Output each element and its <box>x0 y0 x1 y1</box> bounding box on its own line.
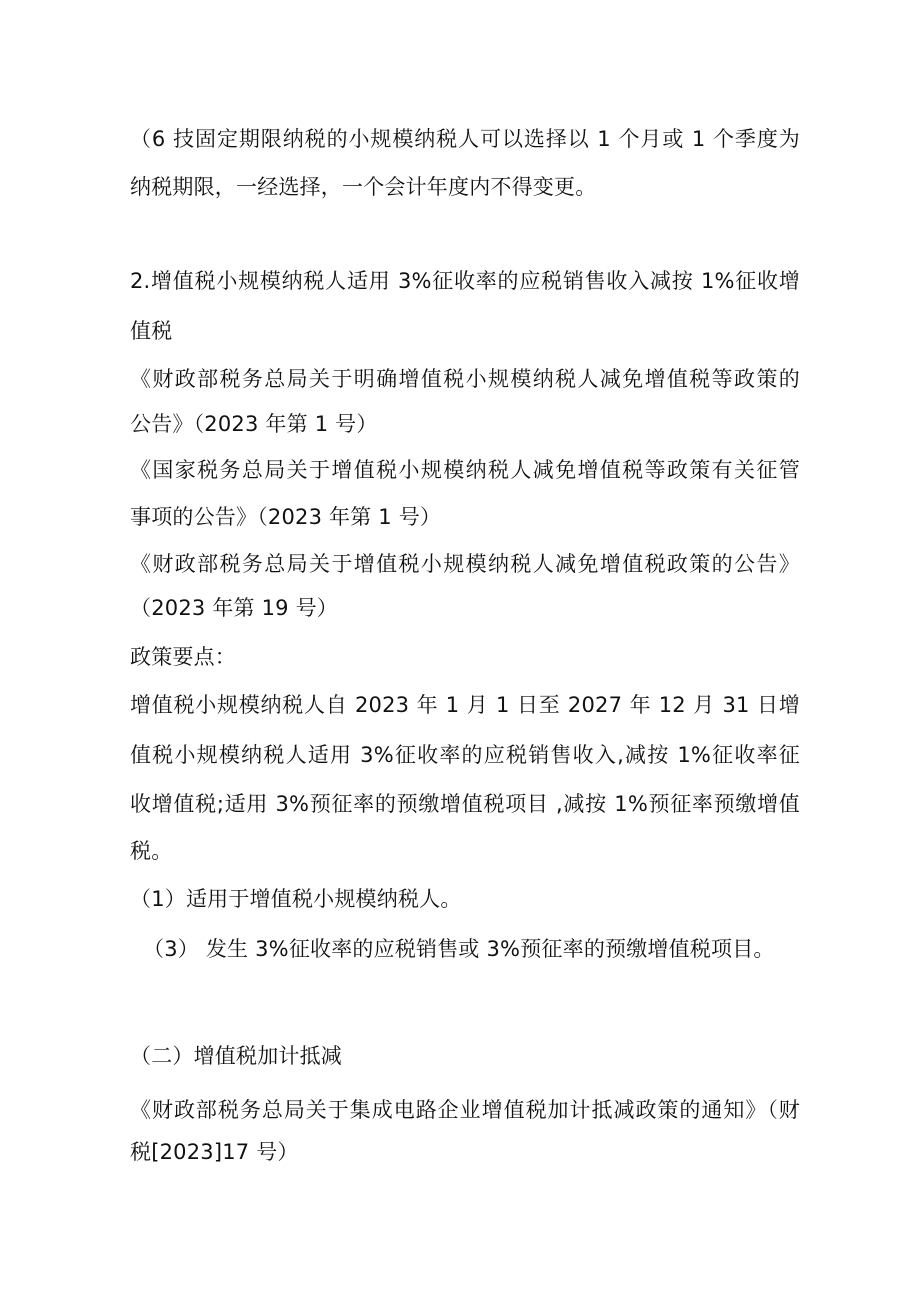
citation-line: 《财政部税务总局关于明确增值税小规模纳税人减免增值税等政策的 <box>130 367 800 391</box>
policy-points-label: 政策要点： <box>130 645 236 669</box>
paragraph-line: 增值税小规模纳税人自 2023 年 1 月 1 日至 2027 年 12 月 31 日增 <box>130 693 800 717</box>
paragraph-line: 税。 <box>130 839 173 863</box>
citation-line: 事项的公告》（2023 年第 1 号） <box>130 505 442 529</box>
citation-line: （2023 年第 19 号） <box>130 596 338 620</box>
paragraph-line: 纳税期限，一经选择，一个会计年度内不得变更。 <box>130 175 597 199</box>
section-heading-line: 2.增值税小规模纳税人适用 3%征收率的应税销售收入减按 1%征收增 <box>130 269 800 293</box>
paragraph-line: 值税小规模纳税人适用 3%征收率的应税销售收入,减按 1%征收率征 <box>130 743 800 767</box>
list-item: （3） 发生 3%征收率的应税销售或 3%预征率的预缴增值税项目。 <box>143 937 775 961</box>
paragraph-line: 收增值税;适用 3%预征率的预缴增值税项目 ,减按 1%预征率预缴增值 <box>130 792 800 816</box>
paragraph-line: （6 技固定期限纳税的小规模纳税人可以选择以 1 个月或 1 个季度为 <box>130 127 800 151</box>
section-heading-line: 值税 <box>130 319 173 343</box>
citation-line: 公告》（2023 年第 1 号） <box>130 412 378 436</box>
list-item: （1）适用于增值税小规模纳税人。 <box>130 887 462 911</box>
citation-line: 《财政部税务总局关于集成电路企业增值税加计抵减政策的通知》（财 <box>130 1098 800 1122</box>
section-heading: （二）增值税加计抵减 <box>130 1044 342 1068</box>
citation-line: 《国家税务总局关于增值税小规模纳税人减免增值税等政策有关征管 <box>130 458 800 482</box>
citation-line: 《财政部税务总局关于增值税小规模纳税人减免增值税政策的公告》 <box>130 552 800 576</box>
citation-line: 税[2023]17 号） <box>130 1140 299 1164</box>
